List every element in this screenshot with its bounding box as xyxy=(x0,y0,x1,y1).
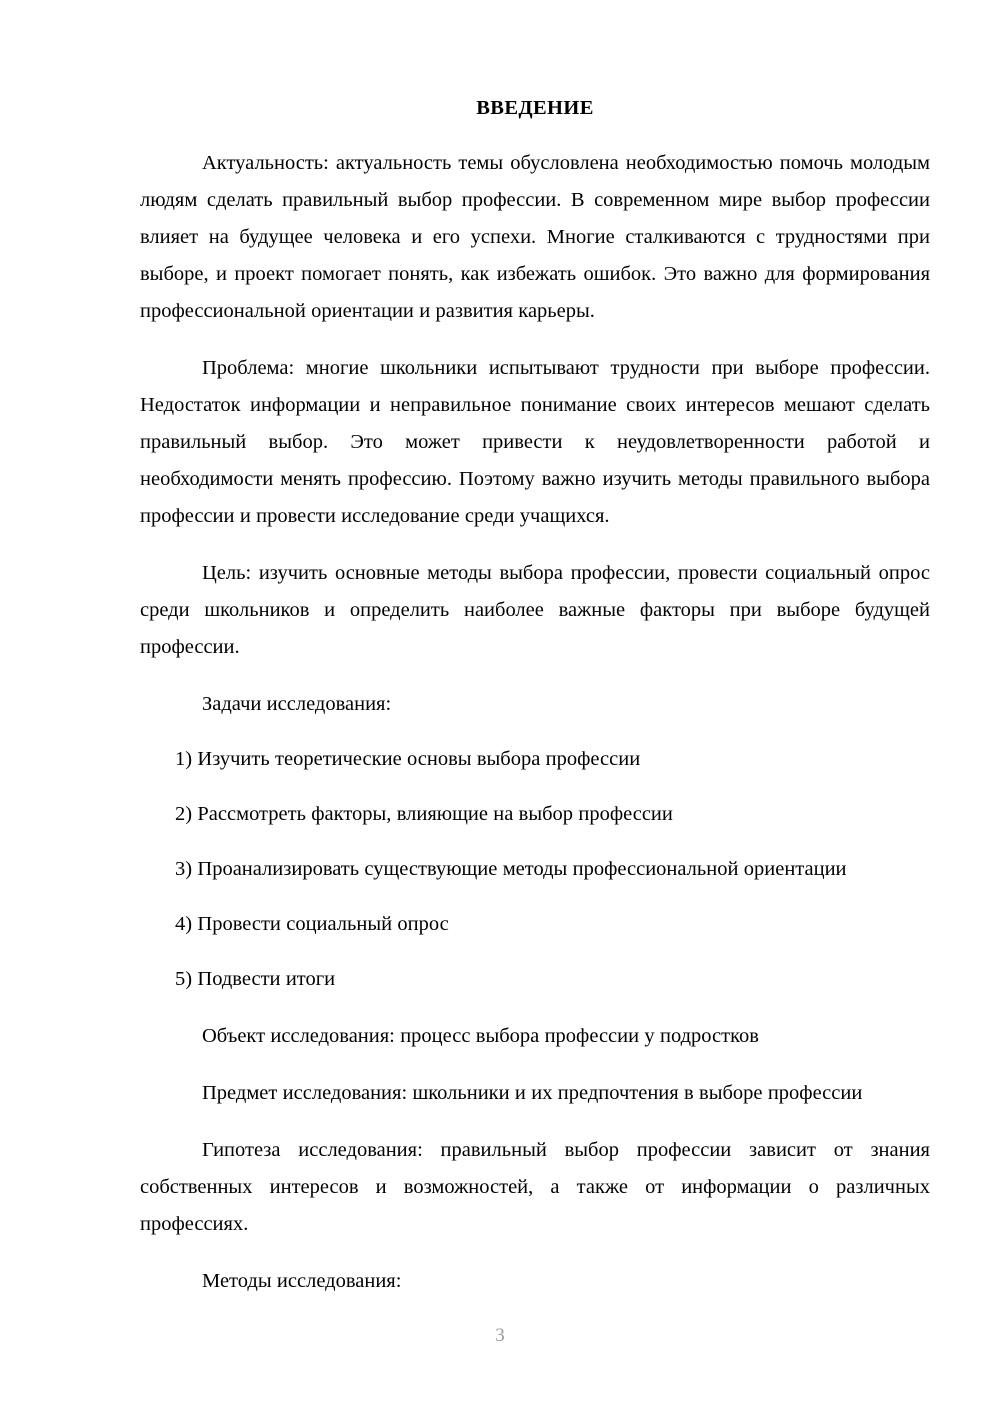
document-body xyxy=(140,0,930,1300)
paragraph-subject: Предмет исследования: школьники и их предпочтения в выборе профессии xyxy=(202,1081,863,1104)
page-number: 3 xyxy=(495,1325,505,1346)
paragraph-hypothesis: Гипотеза исследования: правильный выбор профессии зависит от знания собственных интересов и возможностей, а также от информации о различных профессиях. xyxy=(140,1138,930,1235)
paragraph-object: Объект исследования: процесс выбора профессии у подростков xyxy=(202,1024,759,1047)
list-item-task-4: 4) Провести социальный опрос xyxy=(175,912,449,935)
paragraph-relevance: Актуальность: актуальность темы обусловлена необходимостью помочь молодым людям сделать правильный выбор профессии. В современном мире выбор профессии влияет на будущее человека и его успехи. Многие сталкиваются с трудностями при выборе, и проект помогает понять, как избежать ошибок. Это важно для формирования профессиональной ориентации и развития карьеры. xyxy=(140,151,930,322)
list-item-task-5: 5) Подвести итоги xyxy=(175,967,336,990)
heading-methods: Методы исследования: xyxy=(202,1269,402,1292)
paragraph-problem: Проблема: многие школьники испытывают трудности при выборе профессии. Недостаток информации и неправильное понимание своих интересов мешают сделать правильный выбор. Это может привести к неудовлетворенности работой и необходимости менять профессию. Поэтому важно изучить методы правильного выбора профессии и провести исследование среди учащихся. xyxy=(140,356,930,527)
heading-tasks: Задачи исследования: xyxy=(202,692,392,715)
list-item-task-2: 2) Рассмотреть факторы, влияющие на выбор профессии xyxy=(175,802,673,825)
list-item-task-3: 3) Проанализировать существующие методы профессиональной ориентации xyxy=(175,857,847,880)
paragraph-goal: Цель: изучить основные методы выбора профессии, провести социальный опрос среди школьников и определить наиболее важные факторы при выборе будущей профессии. xyxy=(140,561,930,658)
list-item-task-1: 1) Изучить теоретические основы выбора профессии xyxy=(175,747,641,770)
page-title: ВВЕДЕНИЕ xyxy=(476,97,594,119)
